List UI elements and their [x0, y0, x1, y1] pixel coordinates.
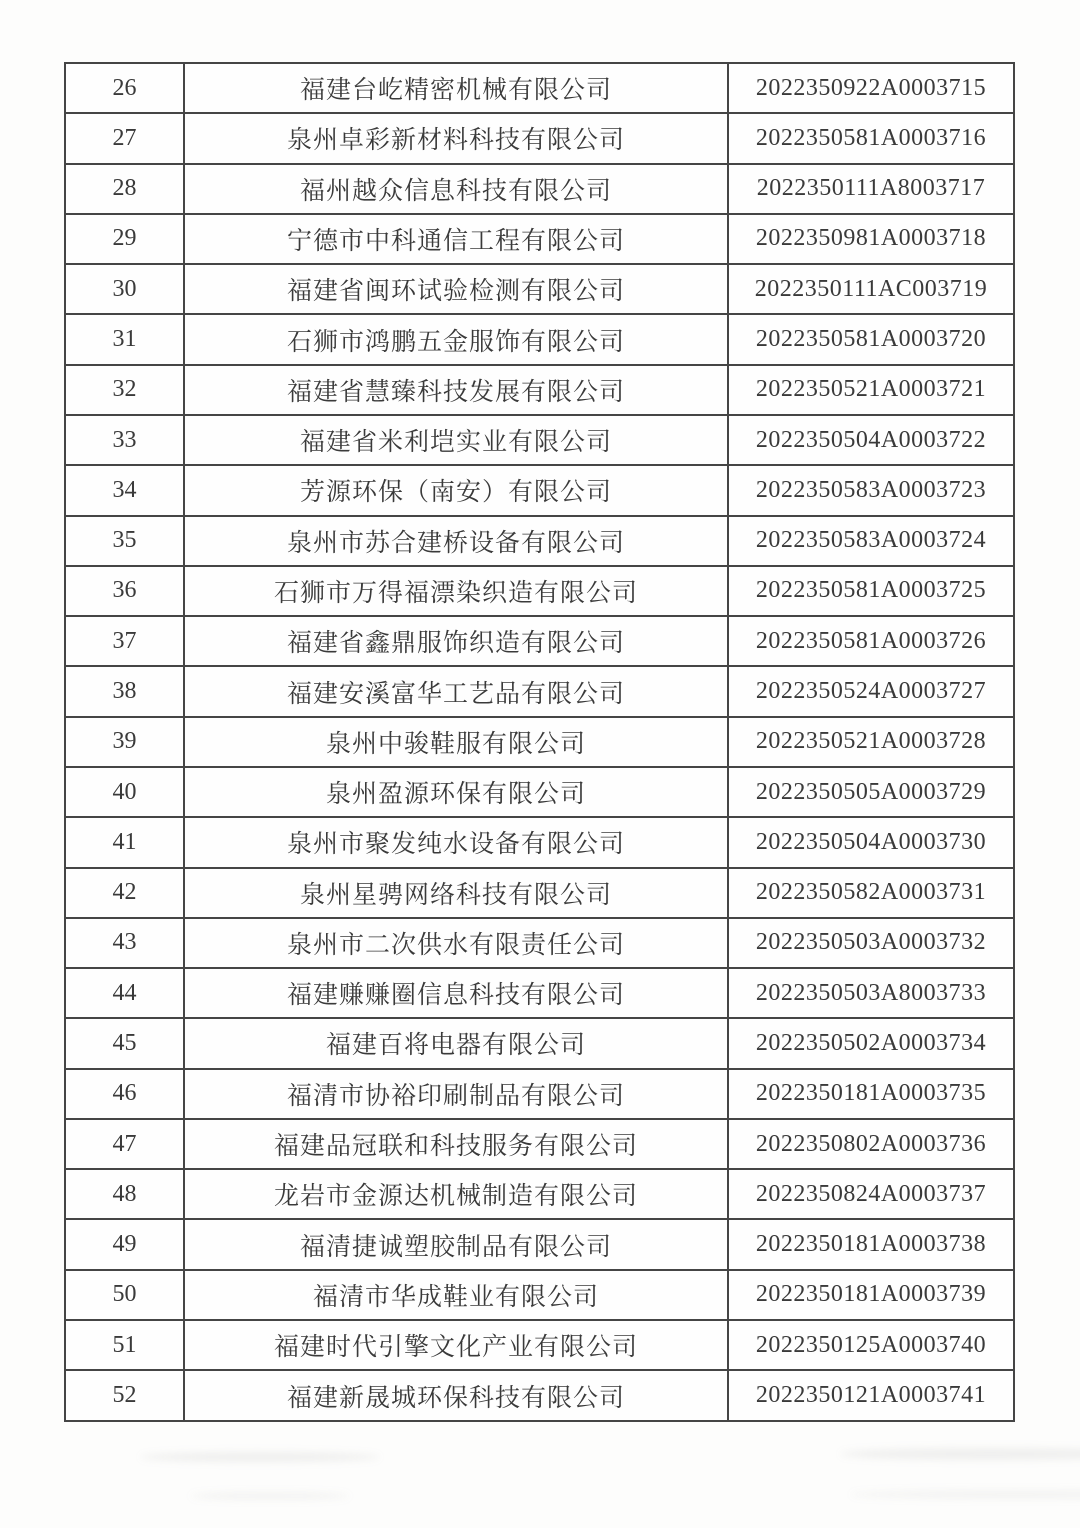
company-code-cell: 2022350121A0003741 [728, 1370, 1014, 1421]
table-row [65, 566, 1014, 616]
company-name-cell: 福建新晟城环保科技有限公司 [184, 1370, 728, 1421]
company-code-cell: 2022350504A0003722 [728, 415, 1014, 465]
company-code-cell: 2022350111A8003717 [728, 164, 1014, 214]
row-number-cell: 38 [65, 666, 184, 716]
company-code-cell: 2022350824A0003737 [728, 1169, 1014, 1219]
table-row [65, 113, 1014, 163]
company-table-body [65, 63, 1014, 1421]
company-name-cell: 泉州中骏鞋服有限公司 [184, 717, 728, 767]
table-row [65, 415, 1014, 465]
company-code-cell: 2022350181A0003735 [728, 1069, 1014, 1119]
company-name-cell: 福清市华成鞋业有限公司 [184, 1270, 728, 1320]
company-name-cell: 宁德市中科通信工程有限公司 [184, 214, 728, 264]
company-name-cell: 泉州市苏合建桥设备有限公司 [184, 516, 728, 566]
row-number-cell: 40 [65, 767, 184, 817]
company-name-cell: 福建省米利垲实业有限公司 [184, 415, 728, 465]
row-number-cell: 52 [65, 1370, 184, 1421]
table-row [65, 666, 1014, 716]
table-row [65, 63, 1014, 113]
company-name-cell: 福建品冠联和科技服务有限公司 [184, 1119, 728, 1169]
table-row [65, 868, 1014, 918]
row-number-cell: 30 [65, 264, 184, 314]
row-number-cell: 41 [65, 817, 184, 867]
row-number-cell: 42 [65, 868, 184, 918]
table-row [65, 1169, 1014, 1219]
company-name-cell: 福清市协裕印刷制品有限公司 [184, 1069, 728, 1119]
company-code-cell: 2022350181A0003738 [728, 1219, 1014, 1269]
table-row [65, 516, 1014, 566]
table-row [65, 1270, 1014, 1320]
company-code-cell: 2022350503A8003733 [728, 968, 1014, 1018]
company-code-cell: 2022350583A0003724 [728, 516, 1014, 566]
company-code-cell: 2022350504A0003730 [728, 817, 1014, 867]
table-row [65, 314, 1014, 364]
company-name-cell: 泉州市聚发纯水设备有限公司 [184, 817, 728, 867]
row-number-cell: 47 [65, 1119, 184, 1169]
table-row [65, 1219, 1014, 1269]
row-number-cell: 44 [65, 968, 184, 1018]
table-row [65, 1320, 1014, 1370]
company-registry-table [64, 62, 1015, 1422]
company-name-cell: 福清捷诚塑胶制品有限公司 [184, 1219, 728, 1269]
company-code-cell: 2022350111AC003719 [728, 264, 1014, 314]
row-number-cell: 28 [65, 164, 184, 214]
company-name-cell: 福建赚赚圈信息科技有限公司 [184, 968, 728, 1018]
row-number-cell: 36 [65, 566, 184, 616]
row-number-cell: 49 [65, 1219, 184, 1269]
company-name-cell: 福州越众信息科技有限公司 [184, 164, 728, 214]
table-row [65, 1018, 1014, 1068]
scan-smudge [190, 1492, 350, 1500]
row-number-cell: 31 [65, 314, 184, 364]
company-code-cell: 2022350521A0003721 [728, 365, 1014, 415]
company-code-cell: 2022350502A0003734 [728, 1018, 1014, 1068]
scan-smudge [850, 1490, 1080, 1499]
table-row [65, 968, 1014, 1018]
table-row [65, 365, 1014, 415]
company-code-cell: 2022350581A0003726 [728, 616, 1014, 666]
company-code-cell: 2022350581A0003725 [728, 566, 1014, 616]
table-row [65, 1119, 1014, 1169]
company-name-cell: 福建省鑫鼎服饰织造有限公司 [184, 616, 728, 666]
table-row [65, 164, 1014, 214]
company-code-cell: 2022350581A0003720 [728, 314, 1014, 364]
row-number-cell: 33 [65, 415, 184, 465]
row-number-cell: 48 [65, 1169, 184, 1219]
company-code-cell: 2022350503A0003732 [728, 918, 1014, 968]
scan-smudge [840, 1448, 1080, 1460]
company-name-cell: 泉州市二次供水有限责任公司 [184, 918, 728, 968]
row-number-cell: 37 [65, 616, 184, 666]
company-code-cell: 2022350125A0003740 [728, 1320, 1014, 1370]
row-number-cell: 51 [65, 1320, 184, 1370]
company-name-cell: 泉州星骋网络科技有限公司 [184, 868, 728, 918]
company-name-cell: 泉州盈源环保有限公司 [184, 767, 728, 817]
row-number-cell: 34 [65, 465, 184, 515]
table-row [65, 465, 1014, 515]
company-code-cell: 2022350922A0003715 [728, 63, 1014, 113]
row-number-cell: 32 [65, 365, 184, 415]
company-name-cell: 芳源环保（南安）有限公司 [184, 465, 728, 515]
table-row [65, 817, 1014, 867]
company-name-cell: 泉州卓彩新材料科技有限公司 [184, 113, 728, 163]
table-row [65, 1069, 1014, 1119]
row-number-cell: 45 [65, 1018, 184, 1068]
company-name-cell: 福建省慧臻科技发展有限公司 [184, 365, 728, 415]
company-code-cell: 2022350524A0003727 [728, 666, 1014, 716]
scan-smudge [140, 1452, 380, 1462]
table-row [65, 717, 1014, 767]
row-number-cell: 35 [65, 516, 184, 566]
company-name-cell: 福建省闽环试验检测有限公司 [184, 264, 728, 314]
table-row [65, 1370, 1014, 1421]
company-code-cell: 2022350802A0003736 [728, 1119, 1014, 1169]
company-code-cell: 2022350582A0003731 [728, 868, 1014, 918]
company-name-cell: 福建安溪富华工艺品有限公司 [184, 666, 728, 716]
table-row [65, 616, 1014, 666]
row-number-cell: 43 [65, 918, 184, 968]
row-number-cell: 26 [65, 63, 184, 113]
company-code-cell: 2022350981A0003718 [728, 214, 1014, 264]
company-name-cell: 福建时代引擎文化产业有限公司 [184, 1320, 728, 1370]
table-row [65, 767, 1014, 817]
company-code-cell: 2022350181A0003739 [728, 1270, 1014, 1320]
company-name-cell: 石狮市鸿鹏五金服饰有限公司 [184, 314, 728, 364]
company-name-cell: 龙岩市金源达机械制造有限公司 [184, 1169, 728, 1219]
company-code-cell: 2022350583A0003723 [728, 465, 1014, 515]
row-number-cell: 29 [65, 214, 184, 264]
company-code-cell: 2022350581A0003716 [728, 113, 1014, 163]
row-number-cell: 27 [65, 113, 184, 163]
company-code-cell: 2022350505A0003729 [728, 767, 1014, 817]
company-code-cell: 2022350521A0003728 [728, 717, 1014, 767]
row-number-cell: 46 [65, 1069, 184, 1119]
company-name-cell: 石狮市万得福漂染织造有限公司 [184, 566, 728, 616]
company-name-cell: 福建台屹精密机械有限公司 [184, 63, 728, 113]
table-row [65, 918, 1014, 968]
row-number-cell: 39 [65, 717, 184, 767]
row-number-cell: 50 [65, 1270, 184, 1320]
company-name-cell: 福建百将电器有限公司 [184, 1018, 728, 1068]
table-row [65, 214, 1014, 264]
table-row [65, 264, 1014, 314]
